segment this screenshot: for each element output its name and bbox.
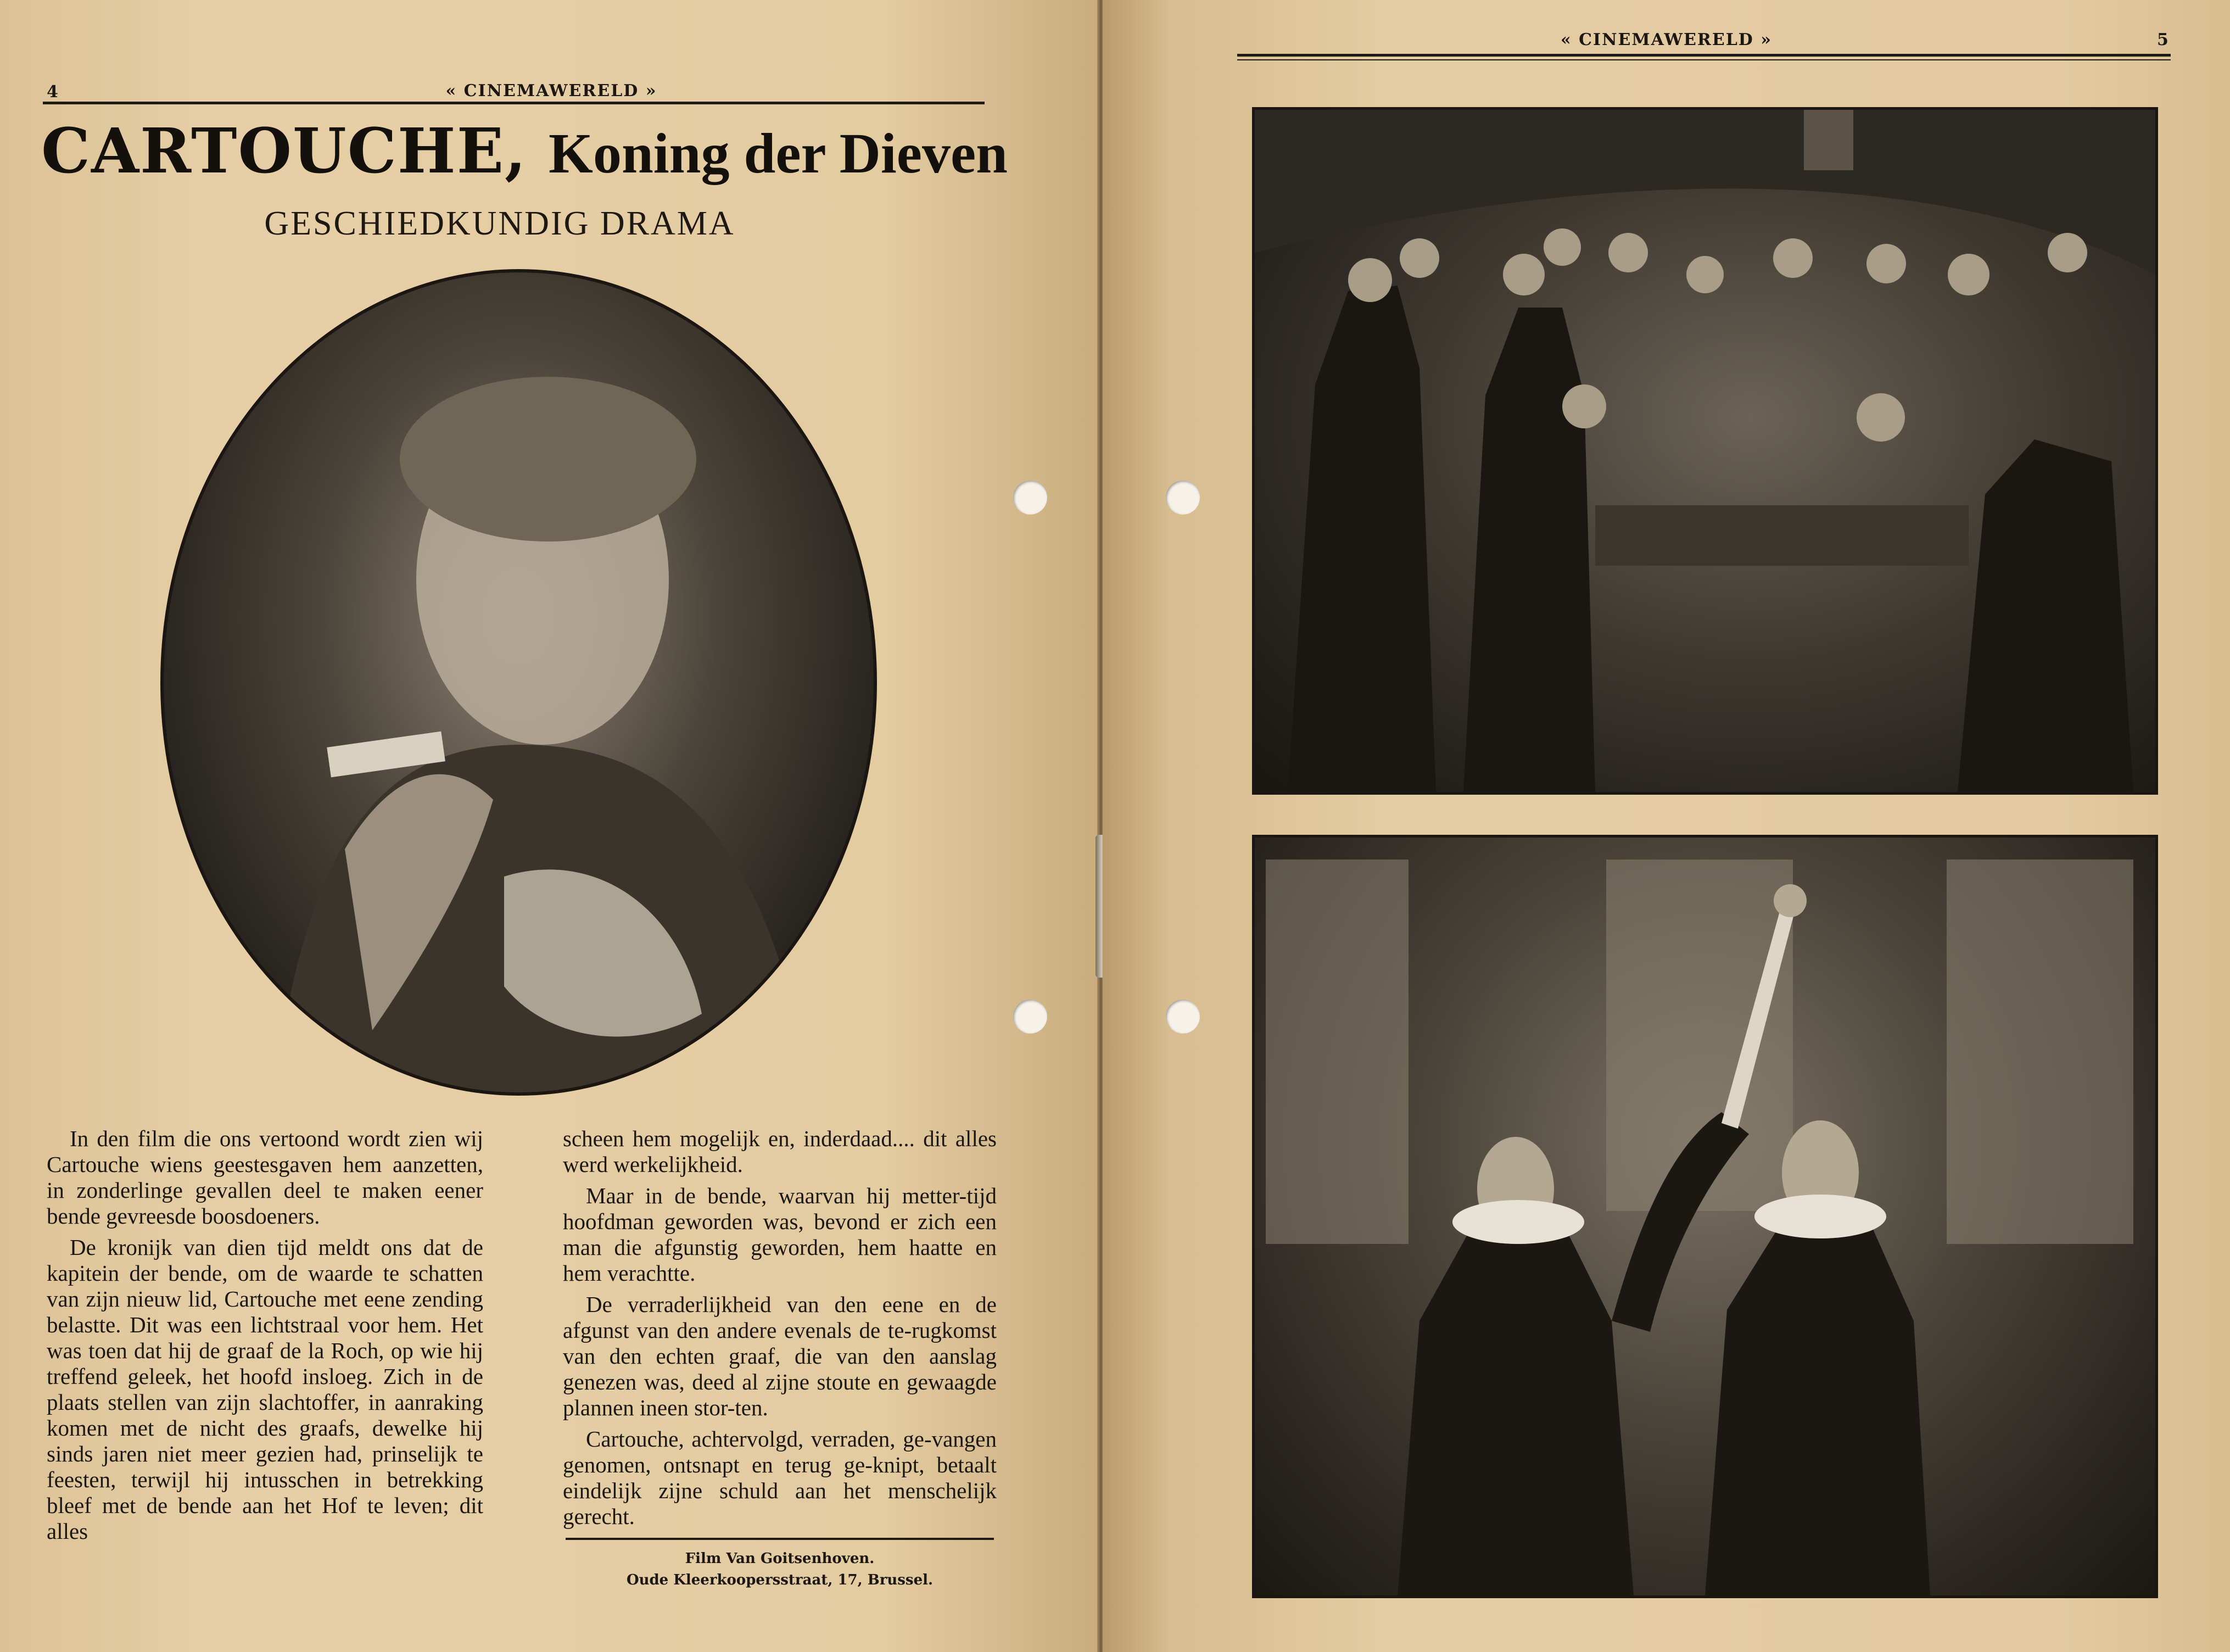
banquet-scene-photo: [1252, 107, 2158, 795]
credit-rule: [566, 1538, 994, 1540]
credit-line-2: Oude Kleerkoopersstraat, 17, Brussel.: [626, 1572, 934, 1588]
punch-hole: [1166, 481, 1200, 515]
duel-scene-photo: [1252, 835, 2158, 1598]
paragraph: Maar in de bende, waarvan hij metter-tijd hoofdman geworden was, bevond er zich een man die afgunstig geworden, hem haatte en hem verachtte.: [563, 1183, 997, 1286]
right-header-rule-thin: [1237, 59, 2171, 60]
left-page-number: 4: [47, 82, 58, 102]
article-column-1: [47, 1126, 483, 1550]
title-main: CARTOUCHE,: [41, 115, 528, 187]
paragraph: De kronijk van dien tijd meldt ons dat de kapitein der bende, om de waarde te schatten van zijn nieuw lid, Cartouche met eene zending belastte. Dit was een lichtstraal voor hem. Het was toen dat hij de graaf de la Roch, op wie hij treffend geleek, het hoofd insloeg. Zich in de plaats stellen van zijn slachtoffer, in aanraking komen met de nicht des graafs, dewelke hij sinds jaren niet meer gezien had, prinselijk te feesten, terwijl hij intusschen in betrekking bleef met de bende aan het Hof te leven; dit alles: [47, 1235, 483, 1544]
punch-hole: [1013, 1000, 1047, 1034]
paragraph: In den film die ons vertoond wordt zien wij Cartouche wiens geestesgaven hem aanzetten, in zonderlinge gevallen deel te maken eener bende gevreesde boosdoeners.: [47, 1126, 483, 1229]
paragraph: Cartouche, achtervolgd, verraden, ge-vangen genomen, ontsnapt en terug ge-knipt, betaalt eindelijk zijne schuld aan het menschelijk gerecht.: [563, 1426, 997, 1529]
paragraph: De verraderlijkheid van den eene en de afgunst van den andere evenals de te-rugkomst van den echten graaf, die van den aanslag genezen was, deed al zijne stoute en gewaagde plannen ineen stor-ten.: [563, 1292, 997, 1420]
right-header-rule: [1237, 54, 2171, 57]
right-page-number: 5: [2157, 30, 2168, 49]
left-page: [0, 0, 1103, 1652]
article-subtitle: GESCHIEDKUNDIG DRAMA: [264, 205, 735, 242]
article-column-2: [563, 1126, 997, 1535]
banquet-scene-figure: [1255, 110, 2155, 792]
credit-line-1: Film Van Goitsenhoven.: [685, 1550, 875, 1567]
title-rest: Koning der Dieven: [549, 122, 1008, 185]
article-title: [41, 115, 1008, 187]
portrait-figure: [164, 272, 877, 1096]
paragraph: scheen hem mogelijk en, inderdaad.... dit alles werd werkelijkheid.: [563, 1126, 997, 1177]
left-header-rule: [43, 102, 985, 104]
right-running-head: « CINEMAWERELD »: [1560, 30, 1773, 49]
punch-hole: [1166, 1000, 1200, 1034]
left-running-head: « CINEMAWERELD »: [445, 81, 657, 101]
portrait-photo: [160, 269, 877, 1096]
punch-hole: [1013, 481, 1047, 515]
duel-scene-figure: [1255, 838, 2155, 1595]
